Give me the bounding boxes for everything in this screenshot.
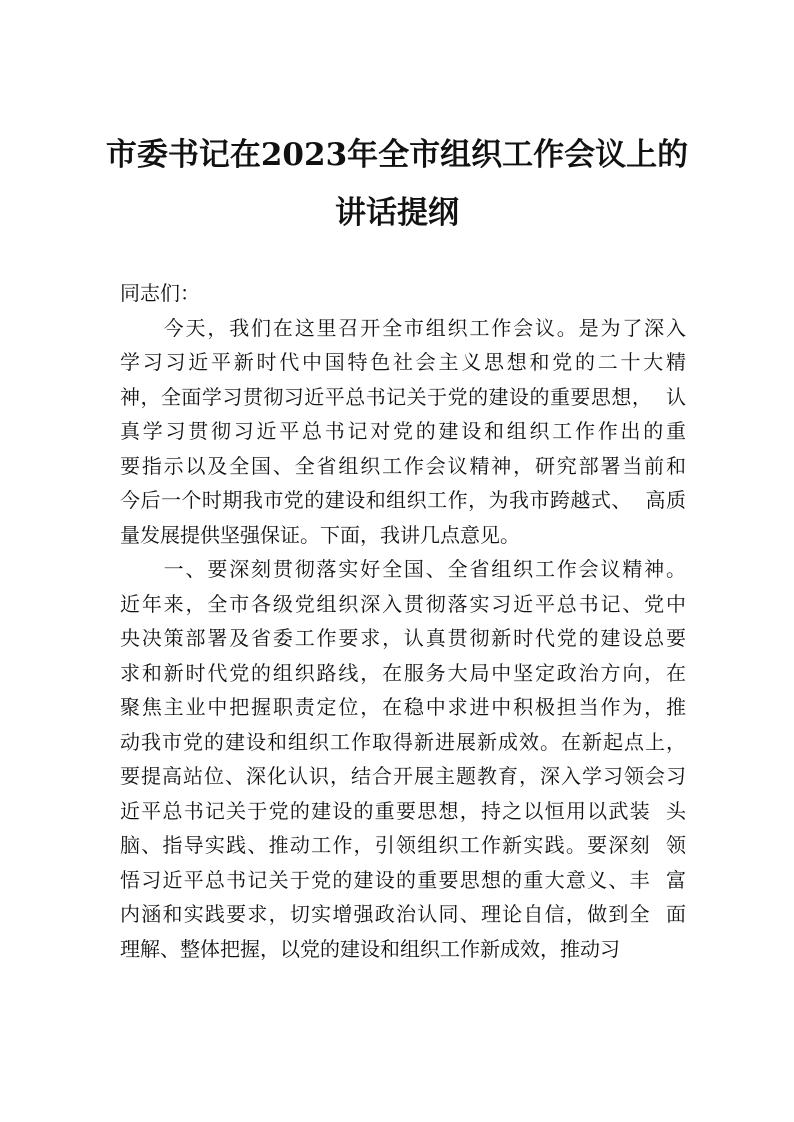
- body-line: 悟习近平总书记关于党的建设的重要思想的重大意义、丰 富: [120, 867, 686, 892]
- body-line: 求和新时代党的组织路线，在服务大局中坚定政治方向，在: [120, 660, 686, 685]
- body-line: 学习习近平新时代中国特色社会主义思想和党的二十大精: [120, 350, 686, 374]
- body-line: 聚焦主业中把握职责定位，在稳中求进中积极担当作为，推: [120, 695, 686, 719]
- body-line: 神，全面学习贯彻习近平总书记关于党的建设的重要思想， 认: [120, 384, 686, 409]
- document-title-line-1: 市委书记在2023年全市组织工作会议上的: [105, 137, 689, 173]
- body-line: 量发展提供坚强保证。下面，我讲几点意见。: [120, 522, 520, 547]
- body-line: 今后一个时期我市党的建设和组织工作，为我市跨越式、 高质: [120, 488, 686, 512]
- body-line: 真学习贯彻习近平总书记对党的建设和组织工作作出的重: [120, 419, 686, 443]
- salutation: 同志们：: [120, 281, 200, 305]
- body-line: 内涵和实践要求，切实增强政治认同、理论自信，做到全 面: [120, 902, 686, 926]
- document-body: [120, 276, 686, 966]
- body-line: 要指示以及全国、全省组织工作会议精神，研究部署当前和: [120, 453, 686, 478]
- body-line: 近年来，全市各级党组织深入贯彻落实习近平总书记、党中: [120, 591, 686, 616]
- body-line: 近平总书记关于党的建设的重要思想，持之以恒用以武装 头: [120, 798, 686, 823]
- body-line: 动我市党的建设和组织工作取得新进展新成效。在新起点上，: [120, 729, 686, 754]
- body-line: 脑、指导实践、推动工作，引领组织工作新实践。要深刻 领: [120, 833, 686, 857]
- document-title-line-2: 讲话提纲: [335, 195, 459, 231]
- body-line: 今天，我们在这里召开全市组织工作会议。是为了深入: [120, 315, 686, 340]
- body-line: 理解、整体把握，以党的建设和组织工作新成效，推动习: [120, 936, 620, 961]
- body-line: 要提高站位、深化认识，结合开展主题教育，深入学习领会习: [120, 764, 686, 788]
- body-line: 一、要深刻贯彻落实好全国、全省组织工作会议精神。: [120, 557, 686, 581]
- body-line: 央决策部署及省委工作要求，认真贯彻新时代党的建设总要: [120, 626, 686, 650]
